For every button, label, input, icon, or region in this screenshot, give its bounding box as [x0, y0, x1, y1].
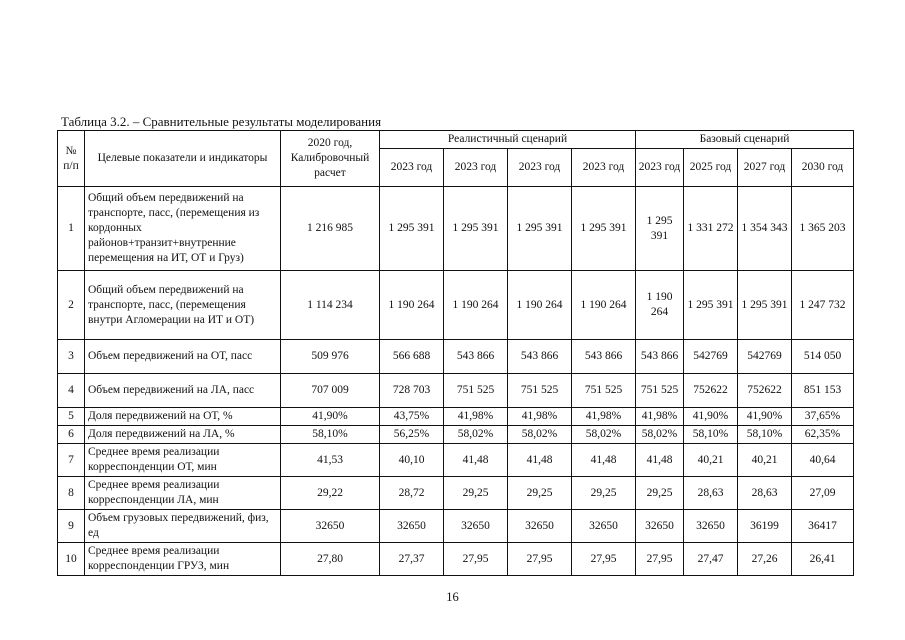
header-base-scenario: Базовый сценарий — [636, 131, 854, 149]
indicator-name: Общий объем передвижений на транспорте, пасс, (перемещения внутри Агломерации на ИТ и ОТ) — [85, 271, 281, 340]
calibration-value: 29,22 — [281, 477, 380, 510]
realistic-value: 41,98% — [572, 408, 636, 426]
realistic-value: 27,37 — [380, 543, 444, 576]
realistic-value: 32650 — [380, 510, 444, 543]
base-value: 542769 — [738, 340, 792, 374]
row-number: 6 — [58, 426, 85, 444]
base-value: 27,26 — [738, 543, 792, 576]
realistic-value: 32650 — [444, 510, 508, 543]
calibration-value: 1 216 985 — [281, 187, 380, 271]
realistic-value: 41,48 — [508, 444, 572, 477]
base-value: 36417 — [792, 510, 854, 543]
realistic-value: 58,02% — [444, 426, 508, 444]
calibration-value: 41,90% — [281, 408, 380, 426]
indicator-name: Общий объем передвижений на транспорте, пасс, (перемещения из кордонных районов+транзит+внутренние перемещения на ИТ, ОТ и Груз) — [85, 187, 281, 271]
base-value: 1 295 391 — [738, 271, 792, 340]
calibration-value: 1 114 234 — [281, 271, 380, 340]
base-value: 751 525 — [636, 374, 684, 408]
realistic-value: 728 703 — [380, 374, 444, 408]
header-year: 2025 год — [684, 149, 738, 187]
table-row — [58, 374, 854, 408]
realistic-value: 543 866 — [444, 340, 508, 374]
base-value: 28,63 — [684, 477, 738, 510]
table-row — [58, 477, 854, 510]
realistic-value: 29,25 — [508, 477, 572, 510]
base-value: 36199 — [738, 510, 792, 543]
realistic-value: 543 866 — [508, 340, 572, 374]
header-year: 2023 год — [572, 149, 636, 187]
row-number: 3 — [58, 340, 85, 374]
header-year: 2027 год — [738, 149, 792, 187]
row-number: 2 — [58, 271, 85, 340]
results-table — [57, 130, 854, 576]
base-value: 543 866 — [636, 340, 684, 374]
realistic-value: 29,25 — [444, 477, 508, 510]
table-row — [58, 543, 854, 576]
table-caption: Таблица 3.2. – Сравнительные результаты моделирования — [61, 114, 382, 129]
realistic-value: 1 190 264 — [572, 271, 636, 340]
base-value: 40,64 — [792, 444, 854, 477]
calibration-value: 32650 — [281, 510, 380, 543]
base-value: 58,10% — [684, 426, 738, 444]
realistic-value: 1 295 391 — [444, 187, 508, 271]
realistic-value: 1 190 264 — [444, 271, 508, 340]
realistic-value: 751 525 — [508, 374, 572, 408]
base-value: 37,65% — [792, 408, 854, 426]
calibration-value: 27,80 — [281, 543, 380, 576]
realistic-value: 56,25% — [380, 426, 444, 444]
table-row — [58, 271, 854, 340]
realistic-value: 751 525 — [572, 374, 636, 408]
base-value: 41,90% — [738, 408, 792, 426]
calibration-value: 707 009 — [281, 374, 380, 408]
table-row — [58, 444, 854, 477]
base-value: 1 247 732 — [792, 271, 854, 340]
base-value: 1 295 391 — [684, 271, 738, 340]
row-number: 5 — [58, 408, 85, 426]
table-row — [58, 426, 854, 444]
calibration-value: 509 976 — [281, 340, 380, 374]
realistic-value: 1 190 264 — [380, 271, 444, 340]
base-value: 58,10% — [738, 426, 792, 444]
base-value: 41,90% — [684, 408, 738, 426]
calibration-value: 41,53 — [281, 444, 380, 477]
realistic-value: 1 190 264 — [508, 271, 572, 340]
base-value: 41,98% — [636, 408, 684, 426]
header-indicators: Целевые показатели и индикаторы — [85, 131, 281, 187]
table-row — [58, 187, 854, 271]
realistic-value: 1 295 391 — [508, 187, 572, 271]
base-value: 41,48 — [636, 444, 684, 477]
realistic-value: 43,75% — [380, 408, 444, 426]
base-value: 1 190 264 — [636, 271, 684, 340]
indicator-name: Среднее время реализации корреспонденции ЛА, мин — [85, 477, 281, 510]
indicator-name: Объем передвижений на ЛА, пасс — [85, 374, 281, 408]
header-year: 2023 год — [444, 149, 508, 187]
base-value: 40,21 — [738, 444, 792, 477]
realistic-value: 1 295 391 — [572, 187, 636, 271]
row-number: 8 — [58, 477, 85, 510]
indicator-name: Доля передвижений на ОТ, % — [85, 408, 281, 426]
indicator-name: Среднее время реализации корреспонденции ОТ, мин — [85, 444, 281, 477]
base-value: 514 050 — [792, 340, 854, 374]
realistic-value: 28,72 — [380, 477, 444, 510]
base-value: 752622 — [684, 374, 738, 408]
header-realistic-scenario: Реалистичный сценарий — [380, 131, 636, 149]
realistic-value: 751 525 — [444, 374, 508, 408]
indicator-name: Среднее время реализации корреспонденции ГРУЗ, мин — [85, 543, 281, 576]
base-value: 1 331 272 — [684, 187, 738, 271]
base-value: 28,63 — [738, 477, 792, 510]
base-value: 542769 — [684, 340, 738, 374]
realistic-value: 27,95 — [444, 543, 508, 576]
row-number: 9 — [58, 510, 85, 543]
realistic-value: 41,98% — [444, 408, 508, 426]
realistic-value: 1 295 391 — [380, 187, 444, 271]
base-value: 58,02% — [636, 426, 684, 444]
realistic-value: 58,02% — [508, 426, 572, 444]
base-value: 752622 — [738, 374, 792, 408]
realistic-value: 27,95 — [508, 543, 572, 576]
row-number: 1 — [58, 187, 85, 271]
realistic-value: 40,10 — [380, 444, 444, 477]
base-value: 27,95 — [636, 543, 684, 576]
header-year: 2030 год — [792, 149, 854, 187]
realistic-value: 29,25 — [572, 477, 636, 510]
header-calibration: 2020 год, Калибровочный расчет — [281, 131, 380, 187]
realistic-value: 27,95 — [572, 543, 636, 576]
base-value: 29,25 — [636, 477, 684, 510]
indicator-name: Доля передвижений на ЛА, % — [85, 426, 281, 444]
base-value: 27,09 — [792, 477, 854, 510]
header-year: 2023 год — [508, 149, 572, 187]
table-row — [58, 408, 854, 426]
realistic-value: 32650 — [508, 510, 572, 543]
row-number: 4 — [58, 374, 85, 408]
base-value: 1 295 391 — [636, 187, 684, 271]
page-number: 16 — [446, 590, 459, 604]
base-value: 851 153 — [792, 374, 854, 408]
base-value: 32650 — [636, 510, 684, 543]
realistic-value: 41,48 — [572, 444, 636, 477]
base-value: 40,21 — [684, 444, 738, 477]
base-value: 1 354 343 — [738, 187, 792, 271]
base-value: 26,41 — [792, 543, 854, 576]
realistic-value: 41,98% — [508, 408, 572, 426]
calibration-value: 58,10% — [281, 426, 380, 444]
header-num: № п/п — [58, 131, 85, 187]
base-value: 32650 — [684, 510, 738, 543]
indicator-name: Объем передвижений на ОТ, пасс — [85, 340, 281, 374]
indicator-name: Объем грузовых передвижений, физ, ед — [85, 510, 281, 543]
base-value: 62,35% — [792, 426, 854, 444]
row-number: 7 — [58, 444, 85, 477]
base-value: 27,47 — [684, 543, 738, 576]
header-year: 2023 год — [380, 149, 444, 187]
header-year: 2023 год — [636, 149, 684, 187]
base-value: 1 365 203 — [792, 187, 854, 271]
realistic-value: 41,48 — [444, 444, 508, 477]
realistic-value: 543 866 — [572, 340, 636, 374]
realistic-value: 566 688 — [380, 340, 444, 374]
realistic-value: 32650 — [572, 510, 636, 543]
table-row — [58, 510, 854, 543]
realistic-value: 58,02% — [572, 426, 636, 444]
row-number: 10 — [58, 543, 85, 576]
table-row — [58, 340, 854, 374]
